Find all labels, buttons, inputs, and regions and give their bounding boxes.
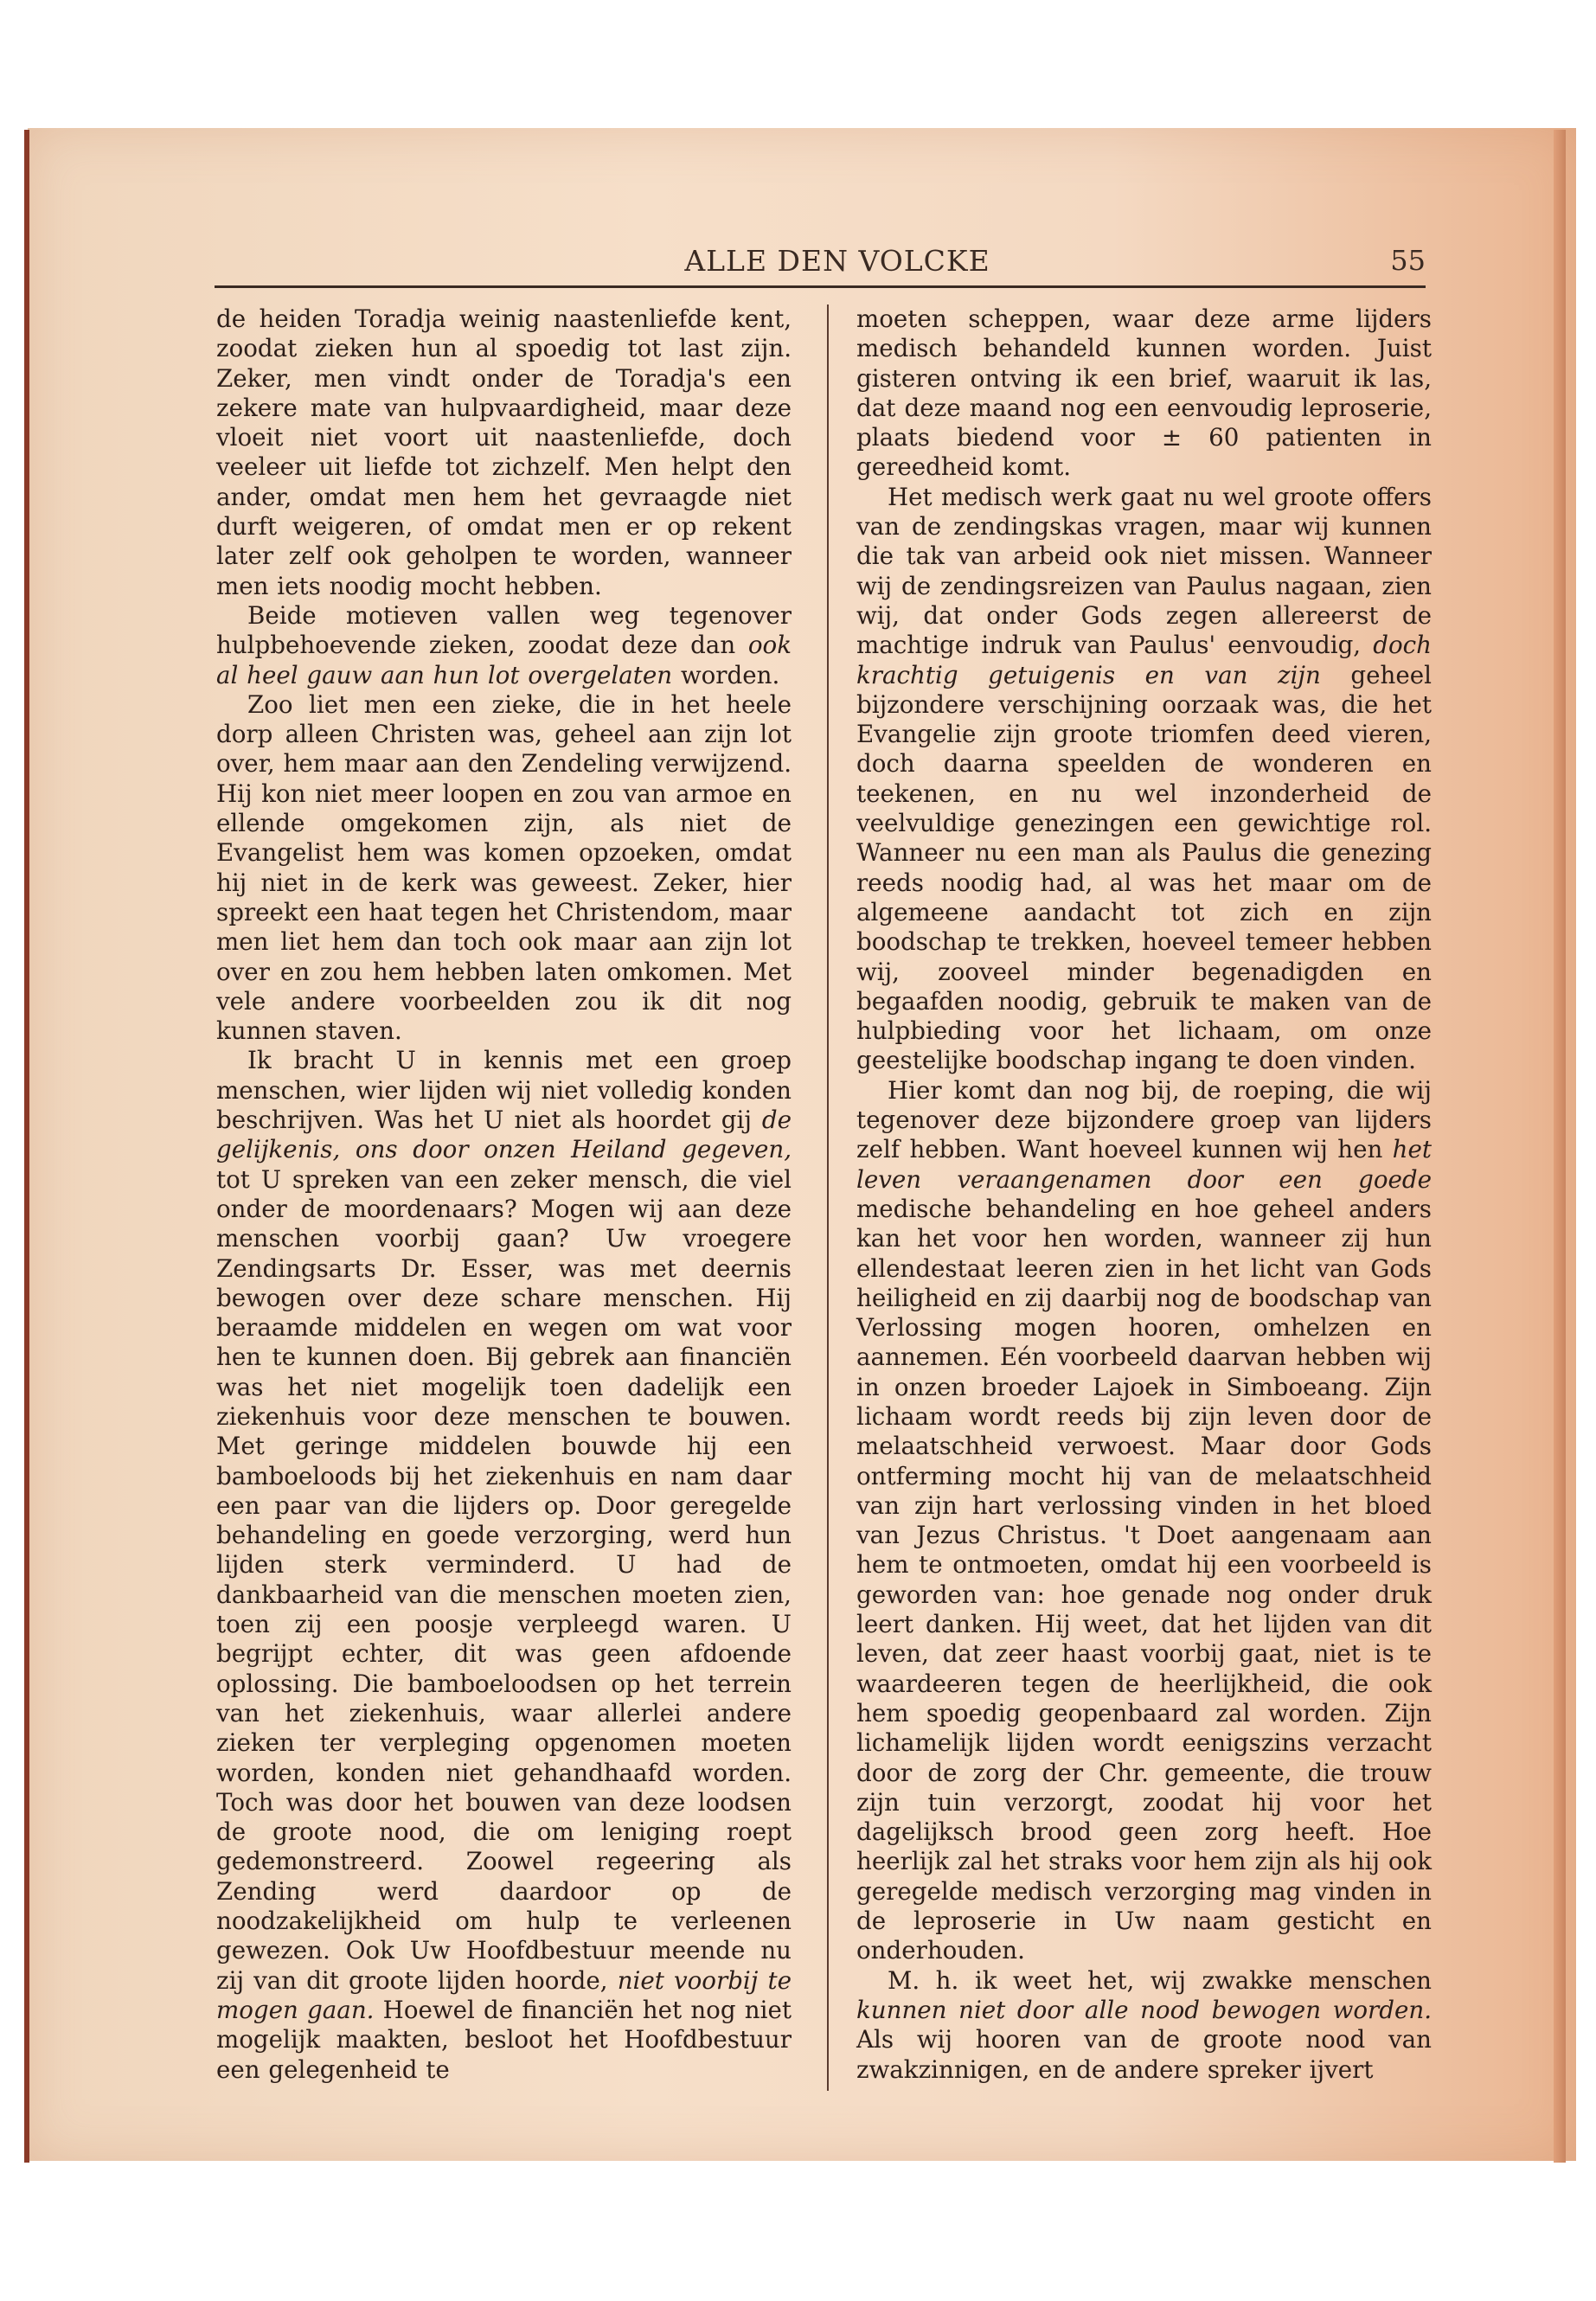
paragraph-text: medische behandeling en hoe geheel anders kan het voor hen worden, wanneer zij hun ellendestaat leeren zien in het licht van Gods heiligheid en zij daarbij nog de boodschap van Verlossing mogen hooren, omhelzen en aannemen. Eén voorbeeld daarvan hebben wij in onzen broeder Lajoek in Simboeang. Zijn lichaam wordt reeds bij zijn leven door de melaatschheid verwoest. Maar door Gods ontferming mocht hij van de melaatschheid van zijn hart verlossing vinden in het bloed van Jezus Christus. 't Doet aangenaam aan hem te ontmoeten, omdat hij een voorbeeld is geworden van: hoe genade nog onder druk leert danken. Hij weet, dat het lijden van dit leven, dat zeer haast voorbij gaat, niet is te waardeeren tegen de heerlijkheid, die ook hem spoedig geopenbaard zal worden. Zijn lichamelijk lijden wordt eenigszins verzacht door de zorg der Chr. gemeente, die trouw zijn tuin verzorgt, zoodat hij voor het dagelijksch brood geen zorg heeft. Hoe heerlijk zal het straks voor hem zijn als hij ook geregelde medisch verzorging mag vinden in de leproserie in Uw naam gesticht en onderhouden. — [856, 1194, 1432, 1965]
paragraph-text: M. h. ik weet het, wij zwakke menschen — [888, 1965, 1432, 1995]
paragraph-text: Hier komt dan nog bij, de roeping, die wij tegenover deze bijzondere groep van lijders zelf hebben. Want hoeveel kunnen wij hen — [856, 1075, 1432, 1164]
paragraph-text: Als wij hooren van de groote nood van zwakzinnigen, en de andere spreker ijvert — [856, 2025, 1432, 2084]
paragraph — [216, 1046, 792, 2084]
right-column — [856, 304, 1432, 2104]
paragraph — [216, 601, 792, 690]
paragraph — [856, 483, 1432, 1076]
emphasis-text: doch krachtig getuigenis en van zijn — [856, 631, 1432, 689]
emphasis-text: ook al heel gauw aan hun lot overgelaten — [216, 631, 792, 689]
paragraph-text: tot U spreken van een zeker mensch, die viel onder de moordenaars? Mogen wij aan deze menschen voorbij gaan? Uw vroegere Zendingsarts Dr. Esser, was met deernis bewogen over deze schare menschen. Hij beraamde middelen en wegen om wat voor hen te kunnen doen. Bij gebrek aan financiën was het niet mogelijk toen dadelijk een ziekenhuis voor deze menschen te bouwen. Met geringe middelen bouwde hij een bamboeloods bij het ziekenhuis en nam daar een paar van die lijders op. Door geregelde behandeling en goede verzorging, werd hun lijden sterk verminderd. U had de dankbaarheid van die menschen moeten zien, toen zij een poosje verpleegd waren. U begrijpt echter, dit was geen afdoende oplossing. Die bamboeloodsen op het terrein van het ziekenhuis, waar allerlei andere zieken ter verpleging opgenomen moeten worden, konden niet gehandhaafd worden. Toch was door het bouwen van deze loodsen de groote nood, die om leniging roept gedemonstreerd. Zoowel regeering als Zending werd daardoor op de noodzakelijkheid om hulp te verleenen gewezen. Ook Uw Hoofdbestuur meende nu zij van dit groote lijden hoorde, — [216, 1164, 792, 1995]
running-title: ALLE DEN VOLCKE — [684, 244, 990, 278]
paragraph — [856, 1966, 1432, 2085]
paragraph-text: geheel bijzondere verschijning oorzaak was, die het Evangelie zijn groote triomfen deed vieren, doch daarna speelden de wonderen en teekenen, en nu wel inzonderheid de veelvuldige genezingen een gewichtige rol. Wanneer nu een man als Paulus die genezing reeds noodig had, al was het maar om de algemeene aandacht tot zich en zijn boodschap te trekken, hoeveel temeer hebben wij, zooveel minder begenadigden en begaafden noodig, gebruik te maken van de hulpbieding voor het lichaam, om onze geestelijke boodschap ingang te doen vinden. — [856, 660, 1432, 1075]
paragraph: Zoo liet men een zieke, die in het heele dorp alleen Christen was, geheel aan zijn lot over, hem maar aan den Zendeling verwijzend. Hij kon niet meer loopen en zou van armoe en ellende omgekomen zijn, als niet de Evangelist hem was komen opzoeken, omdat hij niet in de kerk was geweest. Zeker, hier spreekt een haat tegen het Christendom, maar men liet hem dan toch ook maar aan zijn lot over en zou hem hebben laten omkomen. Met vele andere voorbeelden zou ik dit nog kunnen staven. — [216, 689, 792, 1046]
emphasis-text: de gelijkenis, ons door onzen Heiland gegeven, — [216, 1106, 792, 1164]
header-rule — [215, 285, 1426, 288]
paragraph-text: Ik bracht U in kennis met een groep menschen, wier lijden wij niet volledig konden beschrijven. Was het U niet als hoordet gij — [216, 1046, 792, 1135]
emphasis-text: kunnen niet door alle nood bewogen worden. — [856, 1995, 1432, 2024]
paragraph — [856, 1076, 1432, 1966]
paragraph-text: worden. — [672, 660, 780, 689]
paragraph: de heiden Toradja weinig naastenliefde kent, zoodat zieken hun al spoedig tot last zijn. Zeker, men vindt onder de Toradja's een zekere mate van hulpvaardigheid, maar deze vloeit niet voort uit naastenliefde, doch veeleer uit liefde tot zichzelf. Men helpt den ander, omdat men hem het gevraagde niet durft weigeren, of omdat men er op rekent later zelf ook geholpen te worden, wanneer men iets noodig mocht hebben. — [216, 304, 792, 600]
paragraph-text: Hoewel de financiën het nog niet mogelijk maakten, besloot het Hoofdbestuur een gelegenheid te — [216, 1995, 792, 2084]
paragraph: moeten scheppen, waar deze arme lijders medisch behandeld kunnen worden. Juist gisteren ontving ik een brief, waaruit ik las, dat deze maand nog een eenvoudig leproserie, plaats biedend voor ± 60 patienten in gereedheid komt. — [856, 304, 1432, 482]
paragraph-text: Beide motieven vallen weg tegenover hulpbehoevende zieken, zoodat deze dan — [216, 600, 792, 660]
column-divider — [827, 304, 829, 2091]
page-header — [215, 244, 1426, 287]
emphasis-text: het leven veraangenamen door een goede — [856, 1135, 1432, 1194]
emphasis-text: niet voorbij te mogen gaan. — [216, 1965, 792, 2024]
binding-edge — [24, 130, 29, 2163]
page-edge-shadow — [1554, 130, 1566, 2163]
left-column — [216, 304, 792, 2104]
page-number: 55 — [1390, 244, 1426, 277]
paragraph-text: Het medisch werk gaat nu wel groote offers van de zendingskas vragen, maar wij kunnen die tak van arbeid ook niet missen. Wanneer wij de zendingsreizen van Paulus nagaan, zien wij, dat onder Gods zegen allereerst de machtige indruk van Paulus' eenvoudig, — [856, 482, 1432, 660]
